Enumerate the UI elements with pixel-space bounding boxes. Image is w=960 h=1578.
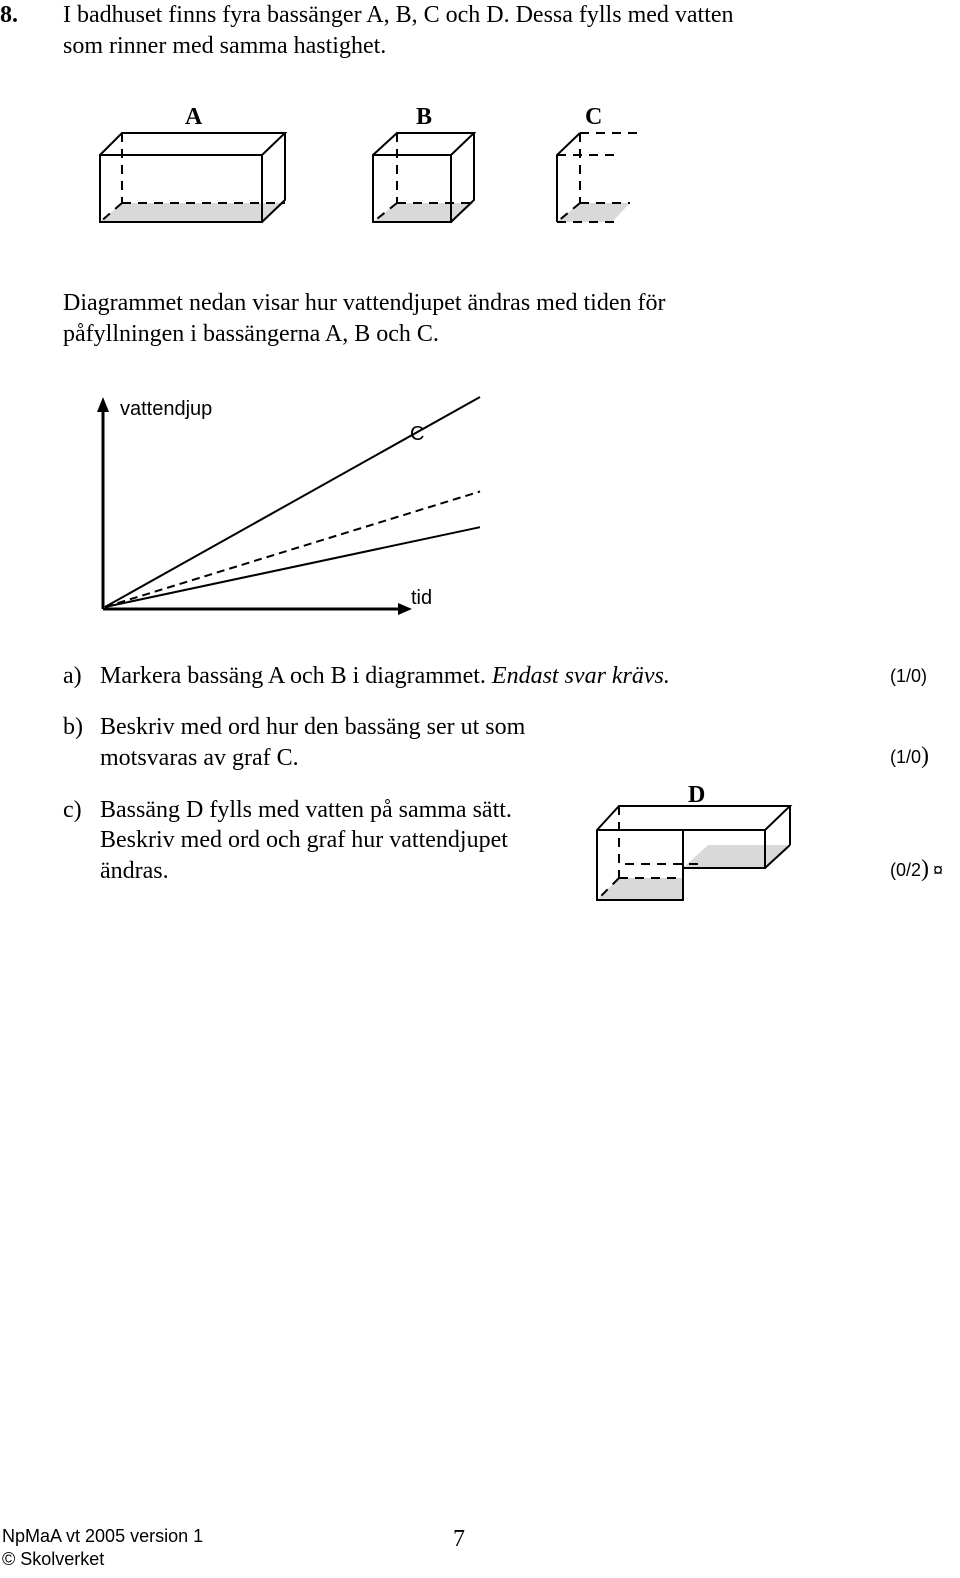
- y-axis-label: vattendjup: [120, 398, 213, 420]
- question-a-note: Endast svar krävs.: [491, 663, 670, 689]
- pool-b-label: B: [416, 104, 433, 130]
- page-number: 7: [453, 1526, 465, 1552]
- question-b-line-2: motsvaras av graf C.: [100, 745, 299, 771]
- question-c-line-3: ändras.: [100, 858, 169, 884]
- question-c-line-2: Beskriv med ord och graf hur vattendjupet: [100, 827, 508, 853]
- footer-test-name: NpMaA vt 2005 version 1: [2, 1526, 204, 1546]
- question-a-text: Markera bassäng A och B i diagrammet. Endast svar krävs.: [100, 663, 670, 689]
- pool-d-label: D: [688, 782, 706, 808]
- description-line-1: Diagrammet nedan visar hur vattendjupet ändras med tiden för: [63, 290, 666, 316]
- footer-copyright: © Skolverket: [2, 1549, 105, 1569]
- intro-line-1: I badhuset finns fyra bassänger A, B, C och D. Dessa fylls med vatten: [63, 2, 734, 28]
- question-a-points: (1/0): [890, 666, 928, 686]
- question-c-label: c): [63, 797, 82, 823]
- problem-number: 8.: [0, 2, 18, 28]
- question-a-label: a): [63, 663, 82, 689]
- question-b-points: (1/0): [890, 743, 930, 769]
- x-axis-label: tid: [411, 587, 433, 609]
- marker-icon: ¤: [933, 860, 944, 880]
- pool-a-label: A: [185, 104, 203, 130]
- series-c-label: C: [410, 423, 425, 445]
- pool-d-shape: [597, 806, 790, 900]
- question-c-points: (0/2) ¤: [890, 856, 944, 882]
- pool-c-label: C: [585, 104, 603, 130]
- intro-line-2: som rinner med samma hastighet.: [63, 33, 387, 59]
- question-b-line-1: Beskriv med ord hur den bassäng ser ut som: [100, 714, 526, 740]
- description-line-2: påfyllningen i bassängerna A, B och C.: [63, 321, 439, 347]
- question-b-label: b): [63, 714, 83, 740]
- question-c-line-1: Bassäng D fylls med vatten på samma sätt.: [100, 797, 512, 823]
